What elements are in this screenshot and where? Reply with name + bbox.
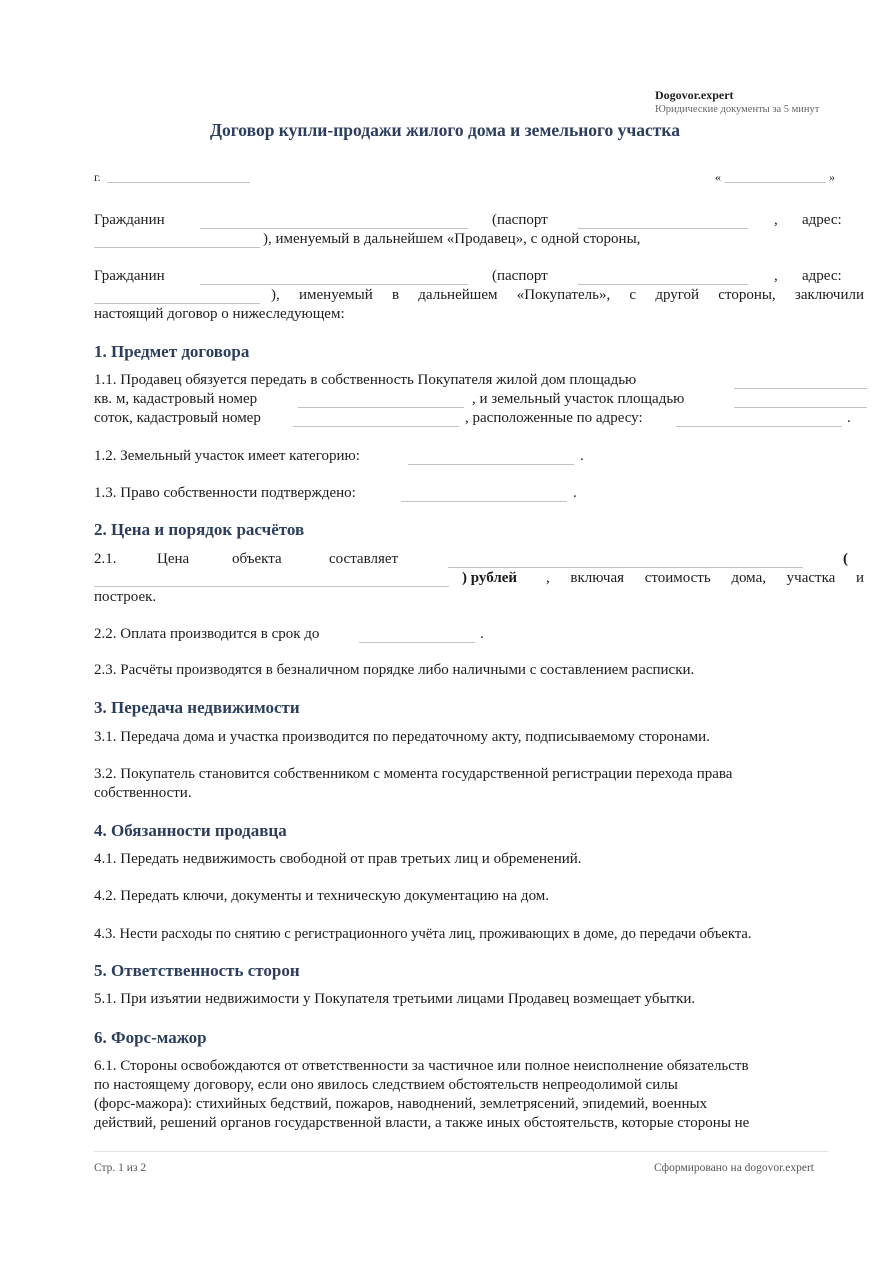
clause-1-1-line1: 1.1. Продавец обязуется передать в собственность Покупателя жилой дом площадью <box>94 372 637 388</box>
clause-1-3: 1.3. Право собственности подтверждено: <box>94 485 356 501</box>
ownership-proof-field[interactable] <box>401 501 567 502</box>
clause-3-2-line1: 3.2. Покупатель становится собственником с момента государственной регистрации перехода права <box>94 766 733 782</box>
clause-3-2-line2: собственности. <box>94 785 192 801</box>
city-label: г. <box>94 170 101 184</box>
section-3-heading: 3. Передача недвижимости <box>94 698 300 717</box>
clause-4-1: 4.1. Передать недвижимость свободной от прав третьих лиц и обременений. <box>94 851 582 867</box>
clause-1-2-period: . <box>580 448 584 464</box>
clause-4-3: 4.3. Нести расходы по снятию с регистрационного учёта лиц, проживающих в доме, до передачи объекта. <box>94 926 752 942</box>
buyer-name-field[interactable] <box>200 284 468 285</box>
clause-1-3-period: . <box>573 485 577 501</box>
buyer-label: Гражданин <box>94 268 165 284</box>
buyer-passport-label: (паспорт <box>492 268 548 284</box>
date-field[interactable] <box>725 182 826 183</box>
clause-6-1-line2: по настоящему договору, если оно явилось следствием обстоятельств непреодолимой силы <box>94 1077 678 1093</box>
clause-2-1-tail: , включая стоимость дома, участка и <box>546 570 864 586</box>
buyer-address-label: адрес: <box>802 268 842 284</box>
seller-passport-label: (паспорт <box>492 212 548 228</box>
property-address-field[interactable] <box>676 426 842 427</box>
buyer-designation-end: настоящий договор о нижеследующем: <box>94 306 345 322</box>
clause-2-3: 2.3. Расчёты производятся в безналичном порядке либо наличными с составлением расписки. <box>94 662 695 678</box>
clause-2-2-period: . <box>480 626 484 642</box>
section-6-heading: 6. Форс-мажор <box>94 1028 207 1047</box>
clause-1-1-line3-start: соток, кадастровый номер <box>94 410 261 426</box>
buyer-designation: ), именуемый в дальнейшем «Покупатель», с другой стороны, заключили <box>271 287 864 303</box>
section-1-heading: 1. Предмет договора <box>94 342 250 361</box>
seller-designation: ), именуемый в дальнейшем «Продавец», с одной стороны, <box>263 231 641 247</box>
clause-1-2: 1.2. Земельный участок имеет категорию: <box>94 448 360 464</box>
date-quote-open: « <box>715 170 721 184</box>
brand-name: Dogovor.expert <box>655 88 734 102</box>
clause-1-1-period: . <box>847 410 851 426</box>
generated-by: Сформировано на dogovor.expert <box>654 1162 814 1174</box>
clause-2-2: 2.2. Оплата производится в срок до <box>94 626 320 642</box>
house-cadastral-field[interactable] <box>298 407 464 408</box>
price-words-field[interactable] <box>94 586 449 587</box>
clause-2-1-end: построек. <box>94 589 157 605</box>
clause-2-1-word-3: объекта <box>232 551 282 567</box>
clause-3-1: 3.1. Передача дома и участка производится по передаточному акту, подписываемому сторонами. <box>94 729 710 745</box>
city-field[interactable] <box>107 182 250 183</box>
clause-4-2: 4.2. Передать ключи, документы и техническую документацию на дом. <box>94 888 550 904</box>
house-area-field[interactable] <box>734 388 867 389</box>
footer-divider <box>94 1151 828 1152</box>
seller-comma: , <box>774 212 778 228</box>
clause-1-1-line2-end: , и земельный участок площадью <box>472 391 685 407</box>
page-number: Стр. 1 из 2 <box>94 1162 147 1174</box>
brand-tagline: Юридические документы за 5 минут <box>655 104 820 115</box>
clause-6-1-line1: 6.1. Стороны освобождаются от ответственности за частичное или полное неисполнение обязательств <box>94 1058 749 1074</box>
buyer-comma: , <box>774 268 778 284</box>
section-5-heading: 5. Ответственность сторон <box>94 961 300 980</box>
price-digits-field[interactable] <box>448 567 803 568</box>
seller-passport-field[interactable] <box>578 228 748 229</box>
land-cadastral-field[interactable] <box>293 426 459 427</box>
clause-1-1-line3-end: , расположенные по адресу: <box>465 410 643 426</box>
clause-1-1-line2-start: кв. м, кадастровый номер <box>94 391 258 407</box>
land-category-field[interactable] <box>408 464 574 465</box>
seller-address-label: адрес: <box>802 212 842 228</box>
land-area-field[interactable] <box>734 407 867 408</box>
section-2-heading: 2. Цена и порядок расчётов <box>94 520 305 539</box>
seller-address-field[interactable] <box>94 247 260 248</box>
document-title: Договор купли-продажи жилого дома и земельного участка <box>210 120 680 140</box>
clause-2-1-word-4: составляет <box>329 551 399 567</box>
clause-5-1: 5.1. При изъятии недвижимости у Покупателя третьими лицами Продавец возмещает убытки. <box>94 991 696 1007</box>
clause-6-1-line4: действий, решений органов государственной власти, а также иных обстоятельств, которые стороны не <box>94 1115 750 1131</box>
price-currency: ) рублей <box>462 570 518 586</box>
payment-deadline-field[interactable] <box>359 642 475 643</box>
buyer-address-field[interactable] <box>94 303 260 304</box>
seller-name-field[interactable] <box>200 228 468 229</box>
clause-2-1-word-1: 2.1. <box>94 551 117 567</box>
clause-2-1-word-2: Цена <box>157 551 190 567</box>
clause-6-1-line3: (форс-мажора): стихийных бедствий, пожаров, наводнений, землетрясений, эпидемий, военных <box>94 1096 708 1112</box>
date-quote-close: » <box>829 170 835 184</box>
section-4-heading: 4. Обязанности продавца <box>94 821 287 840</box>
buyer-passport-field[interactable] <box>578 284 748 285</box>
seller-label: Гражданин <box>94 212 165 228</box>
price-paren-open: ( <box>843 551 848 567</box>
